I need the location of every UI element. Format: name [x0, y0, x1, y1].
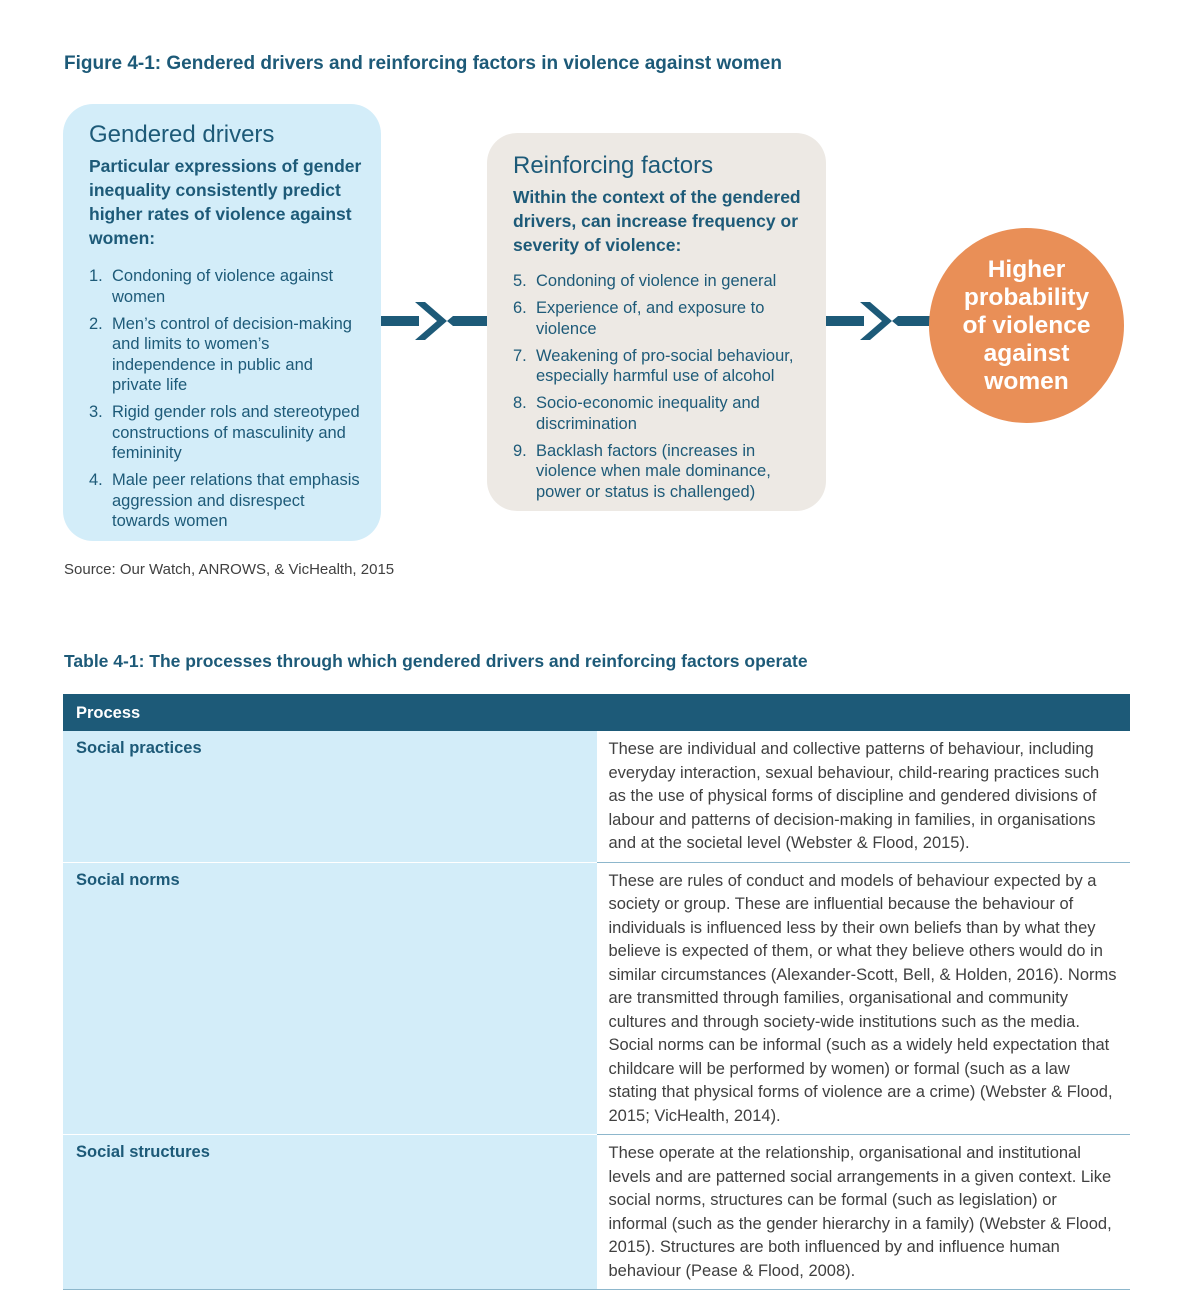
list-text: Condoning of violence against women	[112, 267, 334, 306]
list-item	[89, 470, 363, 532]
list-number: 7.	[513, 346, 527, 365]
list-item	[513, 271, 812, 292]
list-number: 3.	[89, 403, 103, 421]
list-number: 6.	[513, 299, 527, 317]
row-text: These are individual and collective patterns of behaviour, including everyday interaction, sexual behaviour, child-rearing practices such as the use of physical forms of discipline and gendered divisions of labour and patterns of decision-making in families, in organisations and at the societal level (Webster & Flood, 2015).	[597, 731, 1131, 862]
row-label: Social norms	[63, 862, 597, 1135]
figure-source: Source: Our Watch, ANROWS, & VicHealth, 2015	[64, 561, 395, 578]
list-text: Rigid gender rols and stereotyped constructions of masculinity and femininity	[112, 403, 360, 462]
row-text: These are rules of conduct and models of behaviour expected by a society or group. These are influential because the behaviour of individuals is influenced less by their own beliefs than by what they believe is expected of them, or what they believe others would do in similar circumstances (Alexander-Scott, Bell, & Holden, 2016). Norms are transmitted through families, organisational and community cultures and through society-wide institutions such as the media. Social norms can be informal (such as a widely held expectation that childcare will be performed by women) or formal (such as a law stating that physical forms of violence are a crime) (Webster & Flood, 2015; VicHealth, 2014).	[597, 862, 1131, 1135]
list-text: Experience of, and exposure to violence	[536, 299, 765, 338]
list-number: 4.	[89, 471, 103, 489]
process-table	[63, 694, 1130, 1290]
table-row	[63, 1135, 1130, 1290]
list-number: 2.	[89, 314, 103, 333]
reinforcing-factors-box	[487, 133, 826, 511]
reinforcing-subheading: Within the context of the gendered drivers, can increase frequency or severity of violence:	[513, 187, 801, 255]
list-item	[513, 393, 812, 434]
list-number: 8.	[513, 394, 527, 412]
list-text: Socio-economic inequality and discrimination	[536, 394, 760, 433]
outcome-circle	[929, 228, 1124, 423]
reinforcing-list	[513, 271, 812, 502]
reinforcing-heading: Reinforcing factors	[513, 152, 714, 179]
list-text: Men’s control of decision-making and limits to women’s independence in public and private life	[112, 314, 352, 394]
list-item	[513, 441, 812, 503]
table-header-row	[63, 694, 1130, 731]
list-text: Backlash factors (increases in violence when male dominance, power or status is challenged)	[536, 441, 771, 501]
list-item	[89, 314, 363, 396]
drivers-heading: Gendered drivers	[89, 121, 275, 148]
list-number: 1.	[89, 267, 103, 285]
arrow-right-icon	[826, 298, 930, 344]
arrow-right-icon	[381, 298, 487, 344]
table-title: Table 4-1: The processes through which gendered drivers and reinforcing factors operate	[64, 651, 808, 671]
list-text: Weakening of pro-social behaviour, especially harmful use of alcohol	[536, 346, 794, 385]
row-label: Social practices	[63, 731, 597, 862]
table-row	[63, 731, 1130, 862]
table-row	[63, 862, 1130, 1135]
list-item	[89, 402, 363, 464]
list-number: 9.	[513, 441, 527, 460]
list-item	[513, 346, 812, 387]
list-item	[89, 266, 363, 307]
outcome-label: Higher probability of violence against women	[962, 255, 1091, 395]
list-text: Male peer relations that emphasis aggression and disrespect towards women	[112, 471, 360, 530]
list-text: Condoning of violence in general	[536, 272, 777, 290]
figure-title: Figure 4-1: Gendered drivers and reinforcing factors in violence against women	[64, 53, 782, 74]
list-item	[513, 298, 812, 339]
row-label: Social structures	[63, 1135, 597, 1290]
table-header: Process	[63, 694, 1130, 731]
drivers-subheading: Particular expressions of gender inequality consistently predict higher rates of violence against women:	[89, 156, 362, 248]
gendered-drivers-box	[63, 104, 381, 541]
row-text: These operate at the relationship, organisational and institutional levels and are patterned social arrangements in a given context. Like social norms, structures can be formal (such as legislation) or informal (such as the gender hierarchy in a family) (Webster & Flood, 2015). Structures are both influenced by and influence human behaviour (Pease & Flood, 2008).	[597, 1135, 1131, 1290]
drivers-list	[89, 266, 363, 532]
list-number: 5.	[513, 272, 527, 290]
